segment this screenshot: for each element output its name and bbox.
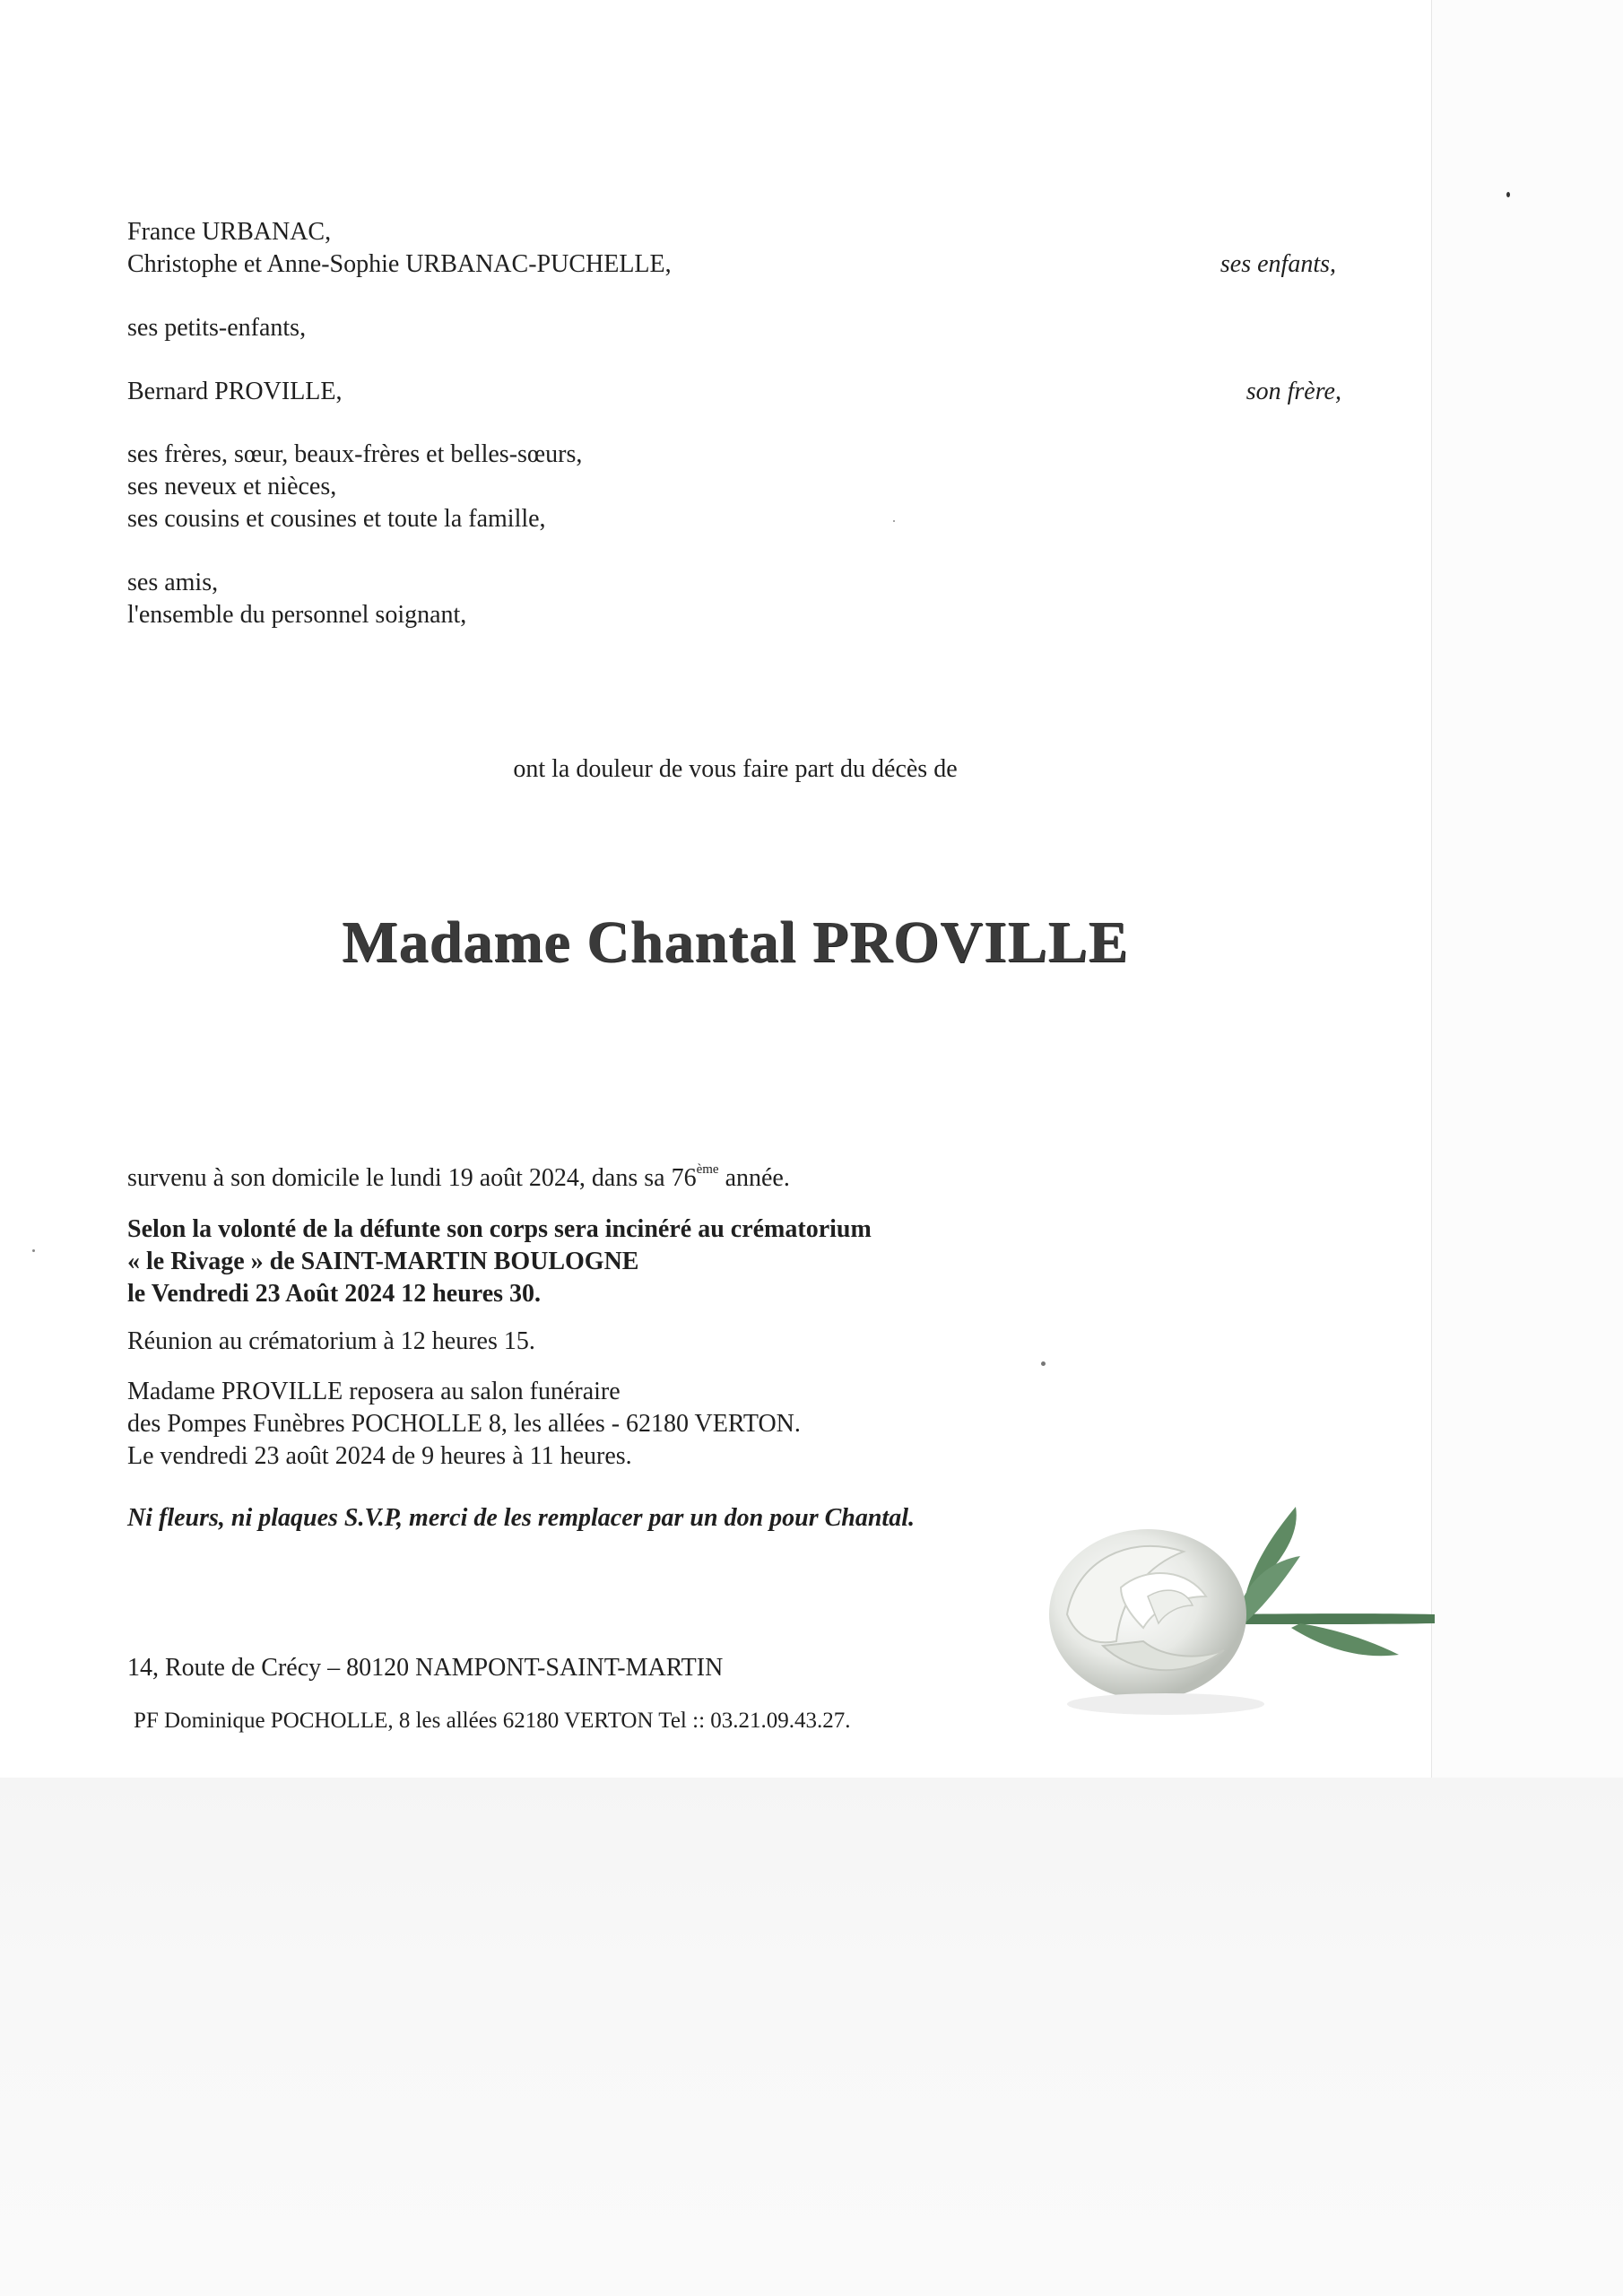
scan-speck: [32, 1249, 35, 1252]
children-relation: ses enfants,: [1219, 250, 1336, 278]
ceremony-line-3: le Vendredi 23 Août 2024 12 heures 30.: [127, 1280, 542, 1308]
death-details-text: survenu à son domicile le lundi 19 août 2024, dans sa 76: [127, 1164, 697, 1192]
salon-line-1: Madame PROVILLE reposera au salon funéraire: [127, 1378, 621, 1405]
scan-margin-bottom: [0, 1778, 1623, 2296]
salon-line-3: Le vendredi 23 août 2024 de 9 heures à 11 heures.: [127, 1442, 632, 1470]
scan-margin-right: [1431, 0, 1623, 1778]
announcement: ont la douleur de vous faire part du décès de: [513, 755, 958, 783]
children-line-2: Christophe et Anne-Sophie URBANAC-PUCHELLE,: [127, 250, 672, 278]
extended-family-line-1: ses frères, sœur, beaux-frères et belles-sœurs,: [127, 440, 583, 468]
scan-speck: [1041, 1361, 1046, 1366]
brother-name: Bernard PROVILLE,: [127, 378, 343, 405]
extended-family-line-2: ses neveux et nièces,: [127, 473, 337, 500]
funeral-home-info: PF Dominique POCHOLLE, 8 les allées 62180 VERTON Tel :: 03.21.09.43.27.: [134, 1709, 851, 1733]
brother-relation: son frère,: [1245, 378, 1341, 405]
ceremony-line-2: « le Rivage » de SAINT-MARTIN BOULOGNE: [127, 1248, 639, 1275]
salon-line-2: des Pompes Funèbres POCHOLLE 8, les allées - 62180 VERTON.: [127, 1410, 801, 1438]
death-details-end: année.: [718, 1164, 790, 1192]
extended-family-line-3: ses cousins et cousines et toute la famille,: [127, 505, 546, 533]
deceased-name: Madame Chantal PROVILLE: [342, 909, 1129, 975]
grandchildren: ses petits-enfants,: [127, 314, 307, 342]
white-rose-icon: [1031, 1480, 1435, 1731]
ordinal-suffix: ème: [696, 1161, 719, 1177]
scan-speck: [893, 520, 895, 522]
death-details: [127, 1163, 790, 1194]
friends-line-1: ses amis,: [127, 569, 219, 596]
ceremony-line-1: Selon la volonté de la défunte son corps sera incinéré au crématorium: [127, 1215, 872, 1243]
children-line-1: France URBANAC,: [127, 218, 332, 246]
flowers-note: Ni fleurs, ni plaques S.V.P, merci de les remplacer par un don pour Chantal.: [127, 1504, 915, 1532]
friends-line-2: l'ensemble du personnel soignant,: [127, 601, 467, 629]
scan-speck: [1506, 192, 1510, 197]
home-address: 14, Route de Crécy – 80120 NAMPONT-SAINT-MARTIN: [127, 1654, 724, 1682]
meeting-time: Réunion au crématorium à 12 heures 15.: [127, 1327, 535, 1355]
